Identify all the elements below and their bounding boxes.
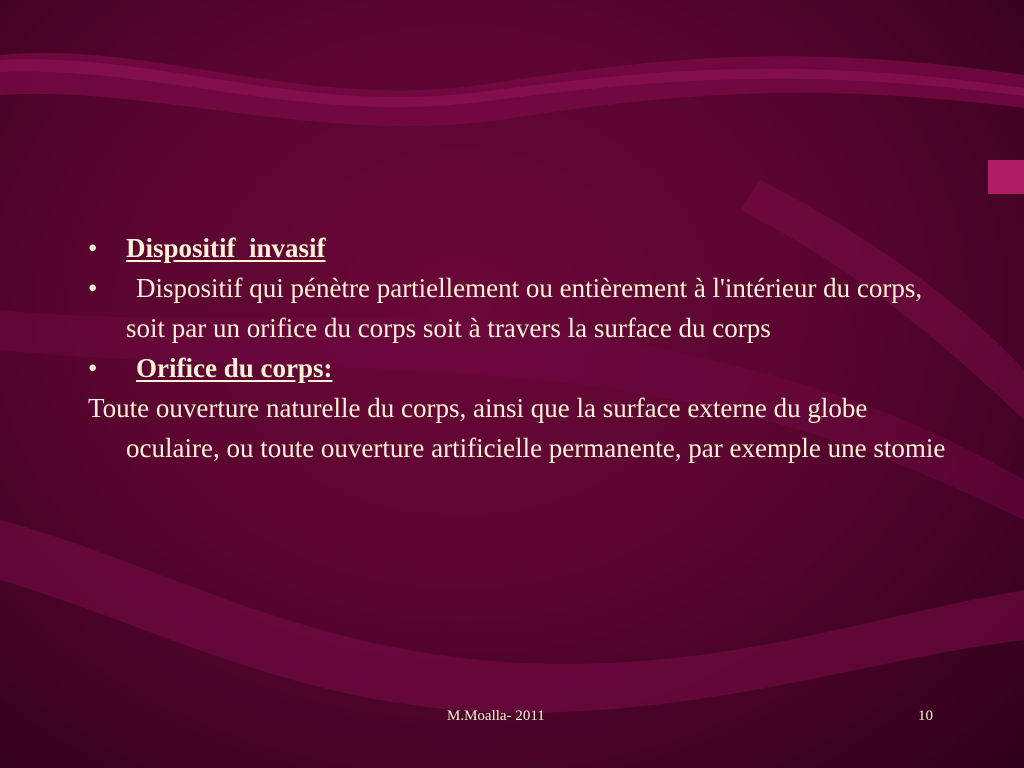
lower-swoosh	[0, 520, 1024, 713]
heading-invasive-device: Dispositif invasif	[126, 233, 326, 263]
bullet-marker: •	[88, 233, 98, 263]
list-item-definition	[88, 268, 948, 348]
heading-body-orifice: Orifice du corps:	[136, 353, 333, 383]
slide-number: 10	[918, 708, 933, 724]
orifice-definition-text: Toute ouverture naturelle du corps, ainsi que la surface externe du globe oculaire, ou toute ouverture artificielle permanente, par exemple une stomie	[88, 393, 946, 463]
footer-author: M.Moalla- 2011	[447, 708, 545, 724]
side-tab	[988, 160, 1024, 194]
slide-body	[88, 228, 948, 468]
bullet-marker: •	[88, 353, 98, 383]
bullet-marker: •	[88, 273, 98, 303]
definition-text: Dispositif qui pénètre partiellement ou entièrement à l'intérieur du corps, soit par un orifice du corps soit à travers la surface du corps	[126, 273, 923, 343]
list-item-heading-body-orifice	[88, 348, 948, 388]
list-item-heading-invasive-device	[88, 228, 948, 268]
